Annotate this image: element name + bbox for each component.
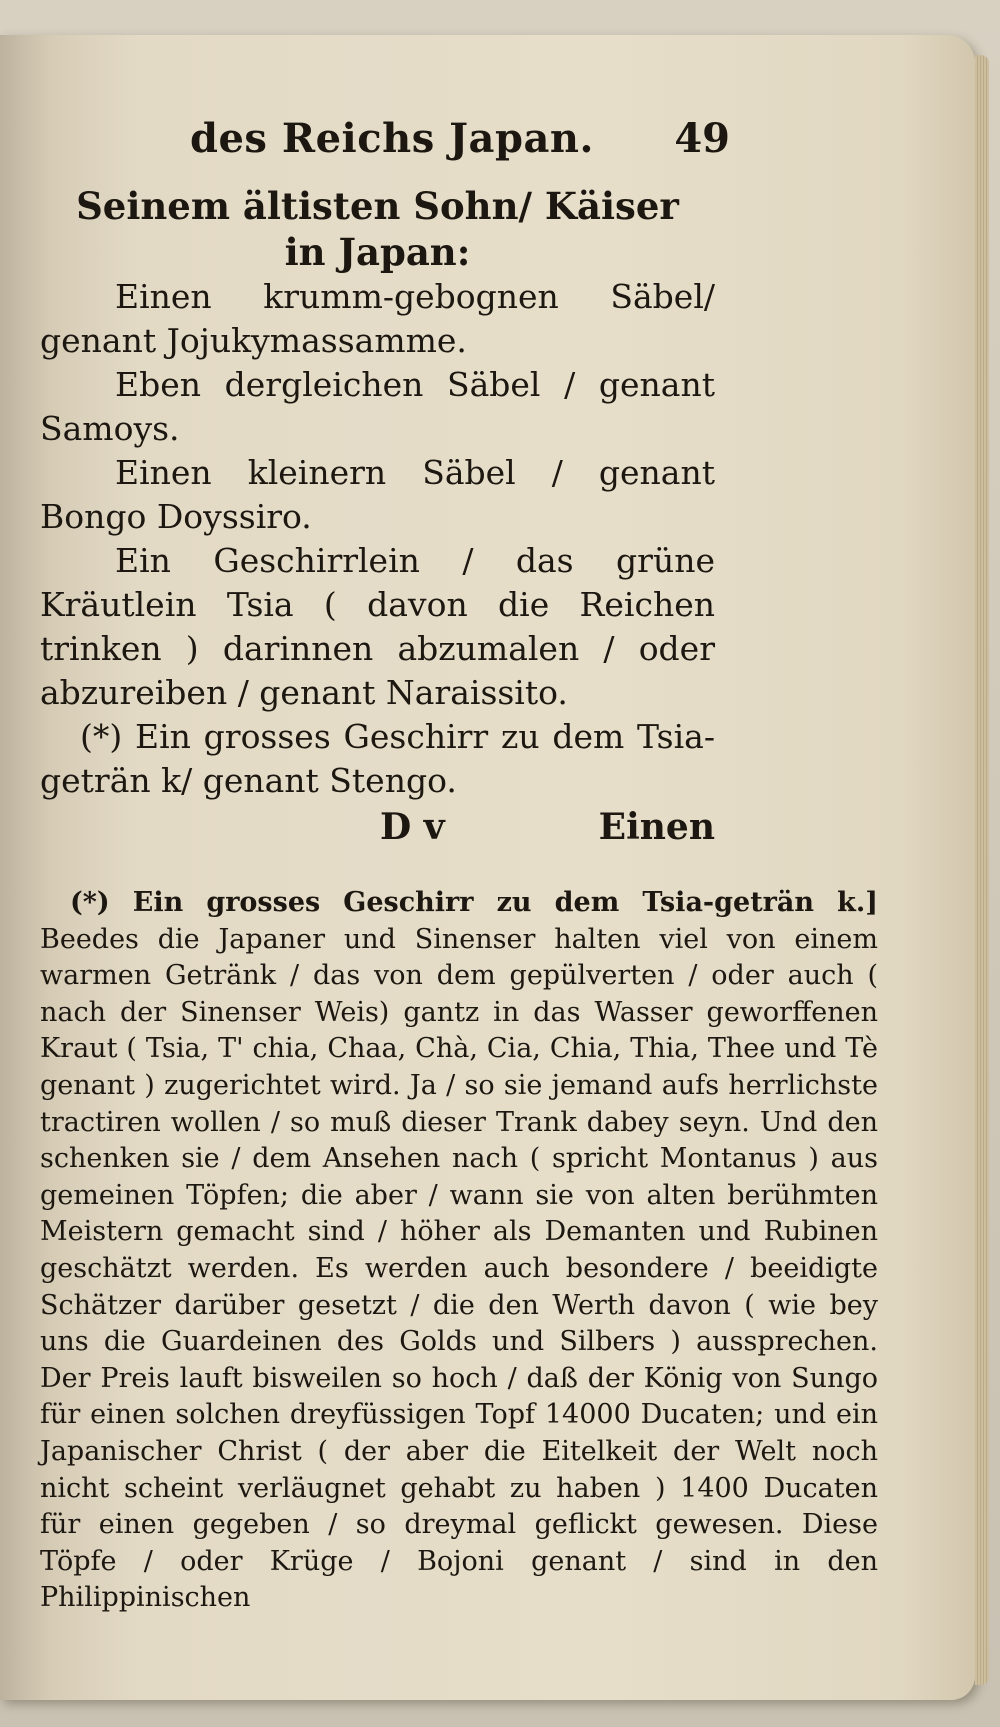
- footnote: [40, 885, 878, 1617]
- heading-line-1: Seinem ältisten Sohn/ Käiser: [76, 184, 679, 228]
- footnote-body: Beedes die Japaner und Sinenser halten viel von einem warmen Getränk / das von dem gepülverten / oder auch ( nach der Sinenser Weis) gantz in das Wasser geworffenen Kraut ( Tsia, T' chia, Chaa, Chà, Cia, Chia, Thia, Thee und Tè genant ) zugerichtet wird. Ja / so sie jemand aufs herrlichste tractiren wollen / so muß dieser Trank dabey seyn. Und den schenken sie / dem Ansehen nach ( spricht Montanus ) aus gemeinen Töpfen; die aber / wann sie von alten berühmten Meistern gemacht sind / höher als Demanten und Rubinen geschätzt werden. Es werden auch besondere / beeidigte Schätzer darüber gesetzt / die den Werth davon ( wie bey uns die Guardeinen des Golds und Silbers ) aussprechen. Der Preis lauft bisweilen so hoch / daß der König von Sungo für einen solchen dreyfüssigen Topf 14000 Ducaten; und ein Japanischer Christ ( der aber die Eitelkeit der Welt noch nicht scheint verläugnet gehabt zu haben ) 1400 Ducaten für einen gegeben / so dreymal geflickt gewesen. Diese Töpfe / oder Krüge / Bojoni genant / sind in den Philippinischen: [40, 923, 878, 1614]
- section-heading: [40, 183, 715, 275]
- signature-mark: D v: [380, 806, 445, 848]
- catchword: Einen: [598, 806, 715, 848]
- entry-5: (*) Ein grosses Geschirr zu dem Tsia-geträn k/ genant Stengo.: [40, 717, 715, 800]
- footnote-lead: (*) Ein grosses Geschirr zu dem Tsia-geträn k.]: [70, 887, 878, 918]
- page-number: 49: [674, 115, 730, 162]
- page-edge: [975, 55, 989, 1685]
- book-page: [0, 35, 975, 1700]
- entry-3: Einen kleinern Säbel / genant Bongo Doyssiro.: [40, 453, 715, 536]
- running-title: des Reichs Japan.: [190, 115, 594, 162]
- main-text: [40, 183, 715, 851]
- entry-1: Einen krumm-gebognen Säbel/ genant Jojukymassamme.: [40, 277, 715, 360]
- heading-line-2: in Japan:: [284, 230, 471, 274]
- entry-4: Ein Geschirrlein / das grüne Kräutlein Tsia ( davon die Reichen trinken ) darinnen abzumalen / oder abzureiben / genant Naraissito.: [40, 541, 715, 712]
- catch-line: [40, 803, 715, 851]
- entry-2: Eben dergleichen Säbel / genant Samoys.: [40, 365, 715, 448]
- page-header: [150, 115, 730, 175]
